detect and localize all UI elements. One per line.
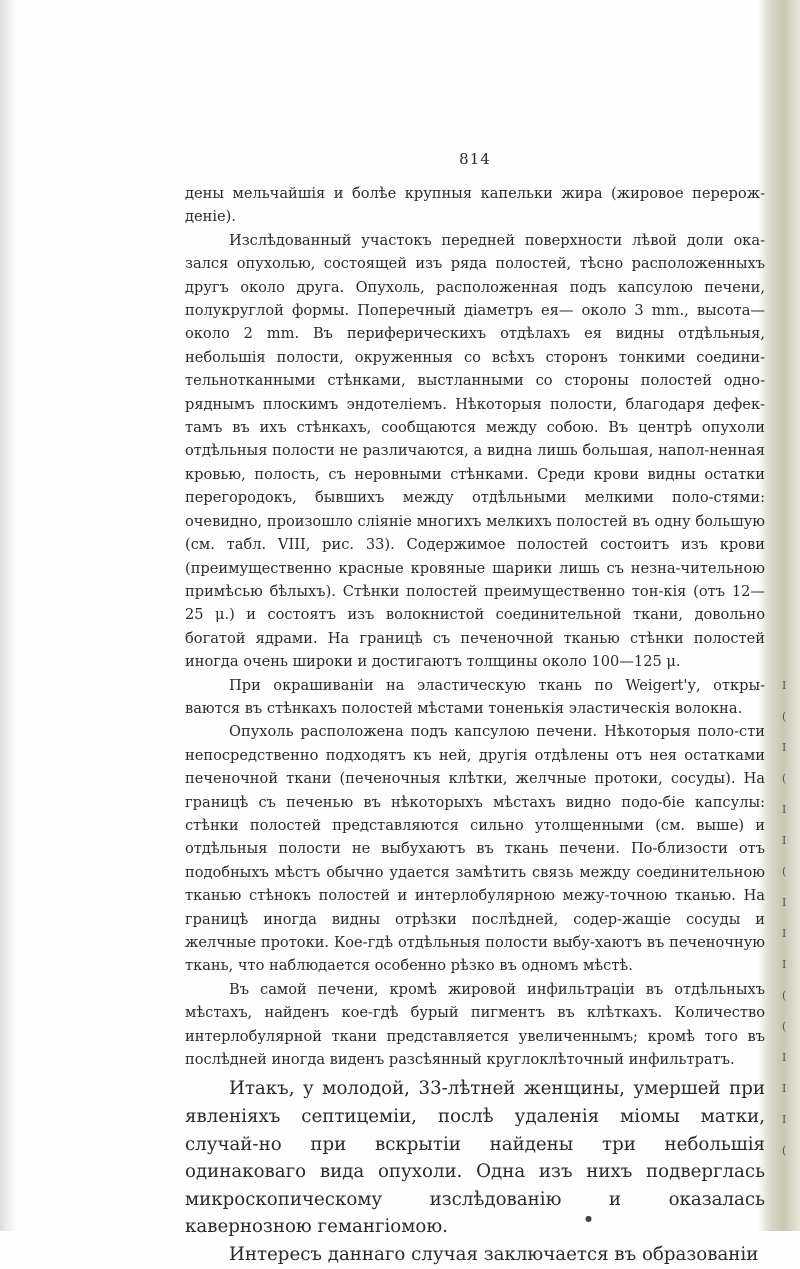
margin-mark: I [782, 896, 787, 909]
margin-mark: ( [782, 772, 787, 785]
page-dot: ● [585, 1214, 592, 1223]
body-text-small [185, 182, 765, 1071]
margin-mark: ( [782, 1144, 787, 1157]
paragraph-staining: При окрашиваніи на эластическую ткань по Weigert'у, откры-ваются въ стѣнкахъ полостей мѣстами тоненькія эластическія волокна. [185, 676, 765, 717]
paragraph-continuation: дены мельчайшія и болѣе крупныя капельки жира (жировое перерож-деніе). [185, 185, 765, 226]
margin-mark: I [782, 834, 787, 847]
margin-mark: ( [782, 989, 787, 1002]
margin-mark: ( [782, 710, 787, 723]
paragraph-liver: Въ самой печени, кромѣ жировой инфильтраціи въ отдѣльныхъ мѣстахъ, найденъ кое-гдѣ бурый пигментъ въ клѣткахъ. Количество интерлобулярной ткани представляется увеличеннымъ; кромѣ того въ послѣдней иногда виденъ разсѣянный круглоклѣточный инфильтратъ. [185, 980, 765, 1069]
paragraph-conclusion: Итакъ, у молодой, 33-лѣтней женщины, умершей при явленіяхъ септицеміи, послѣ удаленія міомы матки, случай-но при вскрытіи найдены три небольшія одинаковаго вида опухоли. Одна изъ нихъ подверглась микроскопическому изслѣдованію и оказалась кавернозною гемангіомою. [185, 1078, 765, 1238]
paragraph-description: Изслѣдованный участокъ передней поверхности лѣвой доли ока-зался опухолью, состоящей изъ ряда полостей, тѣсно расположенныхъ другъ около друга. Опухоль, расположенная подъ капсулою печени, полукруглой формы. Поперечный діаметръ ея— около 3 mm., высота— около 2 mm. Въ периферическихъ отдѣлахъ ея видны отдѣльныя, небольшія полости, окруженныя со всѣхъ сторонъ тонкими соедини-тельнотканными стѣнками, выстланными со стороны полостей одно-pяднымъ плоскимъ эндотеліемъ. Нѣкоторыя полости, благодаря дефек-тамъ въ ихъ стѣнкахъ, сообщаются между собою. Въ центрѣ опухоли отдѣльныя полости не различаются, а видна лишь большая, напол-ненная кровью, полость, съ неровными стѣнками. Среди крови видны остатки перегородокъ, бывшихъ между отдѣльными мелкими поло-стями: очевидно, произошло сліяніе многихъ мелкихъ полостей въ одну большую (см. табл. VIII, рис. 33). Содержимое полостей состоитъ изъ крови (преимущественно красные кровяные шарики лишь съ незна-чительною примѣсью бѣлыхъ). Стѣнки полостей преимущественно тон-кія (отъ 12—25 μ.) и состоятъ изъ волокнистой соединительной ткани, довольно богатой ядрами. На границѣ съ печеночной тканью стѣнки полостей иногда очень широки и достигаютъ толщины около 100—125 μ. [185, 231, 765, 671]
margin-marks [782, 670, 796, 1166]
page-number: 814 [459, 150, 491, 168]
margin-mark: I [782, 679, 787, 692]
margin-mark: ( [782, 865, 787, 878]
book-page [185, 150, 765, 1269]
margin-mark: ( [782, 1020, 787, 1033]
margin-mark: I [782, 927, 787, 940]
margin-mark: I [782, 1113, 787, 1126]
body-text-large [185, 1075, 765, 1268]
margin-mark: I [782, 1051, 787, 1064]
margin-mark: I [782, 741, 787, 754]
margin-mark: I [782, 1082, 787, 1095]
paragraph-interest: Интересъ даннаго случая заключается въ образованіи [229, 1244, 759, 1265]
paragraph-location: Опухоль расположена подъ капсулою печени. Нѣкоторыя поло-сти непосредственно подходятъ къ ней, другія отдѣлены отъ нея остатками печеночной ткани (печеночныя клѣтки, желчные протоки, сосуды). На границѣ съ печенью въ нѣкоторыхъ мѣстахъ видно подо-біе капсулы: стѣнки полостей представляются сильно утолщенными (см. выше) и отдѣльныя полости не выбухаютъ въ ткань печени. По-близости отъ подобныхъ мѣстъ обычно удается замѣтить связь между соединительною тканью стѣнокъ полостей и интерлобулярною межу-точною тканью. На границѣ иногда видны отрѣзки послѣдней, содер-жащіе сосуды и желчные протоки. Кое-гдѣ отдѣльныя полости выбу-хаютъ въ печеночную ткань, что наблюдается особенно рѣзко въ одномъ мѣстѣ. [185, 723, 765, 975]
margin-mark: I [782, 803, 787, 816]
margin-mark: I [782, 958, 787, 971]
scan-edge-left [0, 0, 18, 1231]
